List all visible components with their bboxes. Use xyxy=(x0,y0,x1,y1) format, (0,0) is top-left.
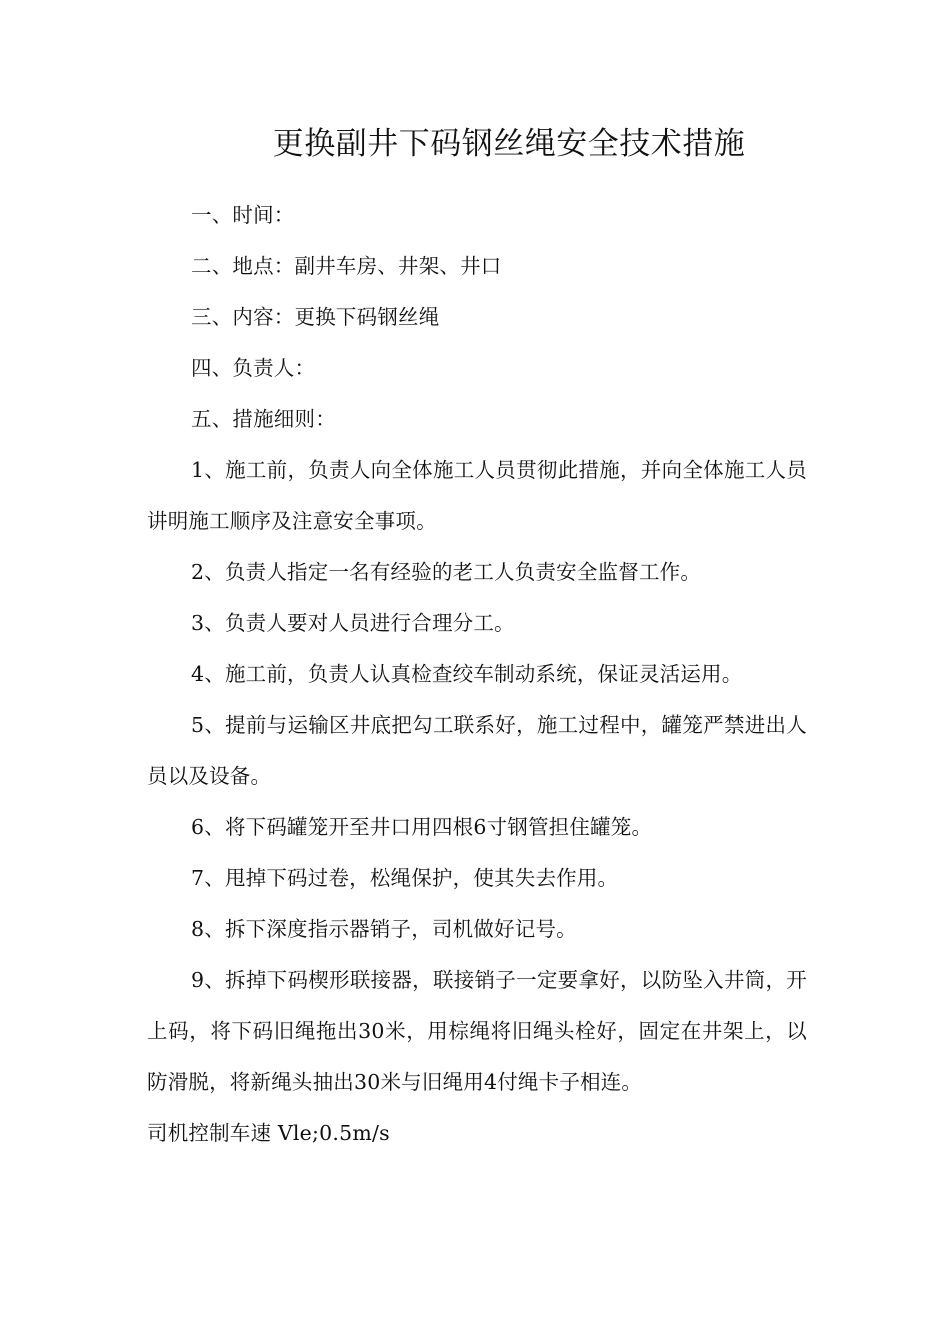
measure-item-2: 2、负责人指定一名有经验的老工人负责安全监督工作。 xyxy=(191,560,702,584)
paragraph-measures-heading: 五、措施细则： xyxy=(191,407,336,431)
measure-item-4: 4、施工前，负责人认真检查绞车制动系统，保证灵活运用。 xyxy=(191,662,743,686)
measure-item-7: 7、甩掉下码过卷，松绳保护，使其失去作用。 xyxy=(191,866,619,890)
speed-control-note: 司机控制车速 Vle;0.5m/s xyxy=(147,1121,390,1145)
paragraph-content: 三、内容：更换下码钢丝绳 xyxy=(191,305,440,329)
paragraph-responsible-person: 四、负责人： xyxy=(191,356,316,380)
measure-item-5: 5、提前与运输区井底把勾工联系好，施工过程中，罐笼严禁进出人员以及设备。 xyxy=(147,713,807,788)
paragraph-time: 一、时间： xyxy=(191,203,295,227)
paragraph-location: 二、地点：副井车房、井架、井口 xyxy=(191,254,502,278)
measure-item-1: 1、施工前，负责人向全体施工人员贯彻此措施，并向全体施工人员讲明施工顺序及注意安全事项。 xyxy=(147,458,807,533)
measure-item-9: 9、拆掉下码楔形联接器，联接销子一定要拿好，以防坠入井筒，开上码，将下码旧绳拖出30米，用棕绳将旧绳头栓好，固定在井架上，以防滑脱，将新绳头抽出30米与旧绳用4付绳卡子相连。 xyxy=(147,968,807,1094)
measure-item-6: 6、将下码罐笼开至井口用四根6寸钢管担住罐笼。 xyxy=(191,815,653,839)
measure-item-8: 8、拆下深度指示器销子，司机做好记号。 xyxy=(191,917,577,941)
document-body xyxy=(147,190,807,1159)
document-title: 更换副井下码钢丝绳安全技术措施 xyxy=(272,126,746,162)
measure-item-3: 3、负责人要对人员进行合理分工。 xyxy=(191,611,515,635)
